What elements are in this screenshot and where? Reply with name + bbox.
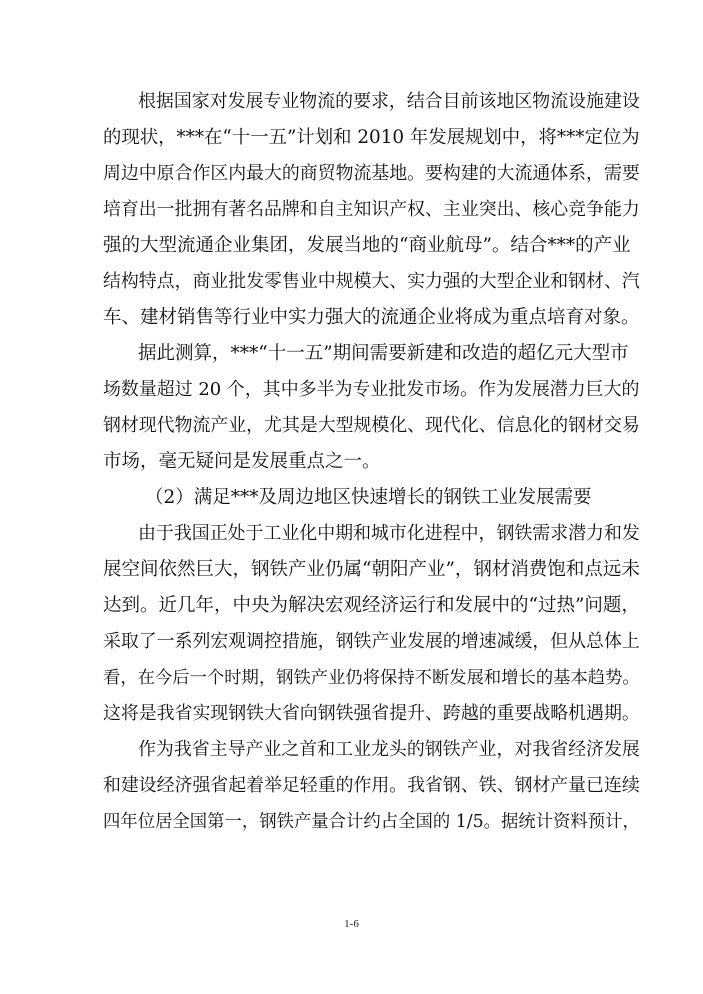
text-line: 市场，毫无疑问是发展重点之一。 <box>103 451 381 472</box>
text-line: 钢材现代物流产业，尤其是大型规模化、现代化、信息化的钢材交易 <box>103 415 640 436</box>
text-line: 四年位居全国第一，钢铁产量合计约占全国的 1/5。据统计资料预计， <box>103 812 640 832</box>
text-line: 看，在今后一个时期，钢铁产业仍将保持不断发展和增长的基本趋势。 <box>103 668 640 688</box>
text-line: 周边中原合作区内最大的商贸物流基地。要构建的大流通体系，需要 <box>103 163 640 184</box>
text-line: 作为我省主导产业之首和工业龙头的钢铁产业，对我省经济发展 <box>138 739 640 760</box>
page-number: 1-6 <box>344 918 359 930</box>
section-heading: （2）满足***及周边地区快速增长的钢铁工业发展需要 <box>145 487 592 508</box>
text-line: 这将是我省实现钢铁大省向钢铁强省提升、跨越的重要战略机遇期。 <box>103 703 640 724</box>
text-line: 培育出一批拥有著名品牌和自主知识产权、主业突出、核心竞争能力 <box>103 199 640 220</box>
text-line: 根据国家对发展专业物流的要求，结合目前该地区物流设施建设 <box>138 91 640 112</box>
text-line: 采取了一系列宏观调控措施，钢铁产业发展的增速减缓，但从总体上 <box>103 631 640 652</box>
text-line: 强的大型流通企业集团，发展当地的“商业航母”。结合***的产业 <box>103 235 631 256</box>
text-line: 结构特点，商业批发零售业中规模大、实力强的大型企业和钢材、汽 <box>103 271 640 292</box>
text-line: 展空间依然巨大，钢铁产业仍属“朝阳产业”，钢材消费饱和点远未 <box>103 559 640 580</box>
text-line: 的现状，***在“十一五”计划和 2010 年发展规划中，将***定位为 <box>103 127 640 148</box>
text-line: 车、建材销售等行业中实力强大的流通企业将成为重点培育对象。 <box>103 307 640 328</box>
text-line: 由于我国正处于工业化中期和城市化进程中，钢铁需求潜力和发 <box>138 523 640 544</box>
text-line: 据此测算，***“十一五”期间需要新建和改造的超亿元大型市 <box>138 343 629 364</box>
text-line: 达到。近几年，中央为解决宏观经济运行和发展中的“过热”问题， <box>103 595 640 616</box>
text-line: 场数量超过 20 个，其中多半为专业批发市场。作为发展潜力巨大的 <box>103 379 640 400</box>
text-line: 和建设经济强省起着举足轻重的作用。我省钢、铁、钢材产量已连续 <box>103 775 640 796</box>
